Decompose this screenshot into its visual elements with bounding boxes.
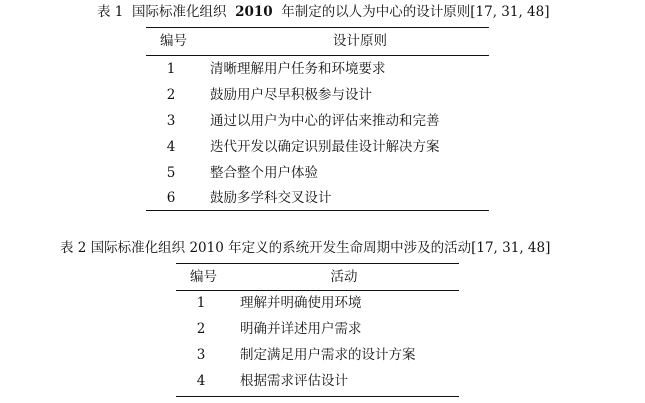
- table2-row-text: 制定满足用户需求的设计方案: [240, 347, 416, 363]
- table1-caption-prefix: 表 1: [97, 4, 124, 20]
- table2-header-rule: [176, 290, 459, 291]
- table2-row-text: 明确并详述用户需求: [240, 321, 362, 337]
- table1-caption-year: 2010: [235, 4, 273, 20]
- table2-caption: 表 2 国际标准化组织 2010 年定义的系统开发生命周期中涉及的活动[17, 31, 48]: [60, 240, 551, 256]
- table1-bottom-rule: [146, 210, 489, 211]
- table1-row-number: 3: [166, 113, 176, 129]
- table1-caption-post: 年制定的以人为中心的设计原则[17, 31, 48]: [281, 4, 550, 20]
- table1-header-principle: 设计原则: [333, 33, 387, 49]
- table1-top-rule: [146, 27, 489, 28]
- table1-caption-pre: 国际标准化组织: [131, 4, 227, 20]
- table1-header-number: 编号: [160, 33, 187, 49]
- table1-row-number: 5: [166, 165, 176, 181]
- table1-row-number: 6: [166, 190, 176, 206]
- table2-row-number: 2: [196, 321, 206, 337]
- table1-row-text: 通过以用户为中心的评估来推动和完善: [210, 113, 440, 129]
- table1-row-number: 1: [166, 61, 176, 77]
- table1-row-text: 鼓励多学科交叉设计: [210, 190, 332, 206]
- table2-header-activity: 活动: [330, 269, 358, 285]
- table1-caption: [97, 3, 549, 21]
- table1-row-number: 4: [166, 139, 176, 155]
- table1-row-text: 迭代开发以确定识别最佳设计解决方案: [210, 139, 440, 155]
- table2-header-number: 编号: [190, 269, 217, 285]
- table2-row-text: 理解并明确使用环境: [240, 295, 362, 311]
- table1-row-number: 2: [166, 87, 176, 103]
- table1-row-text: 清晰理解用户任务和环境要求: [210, 61, 386, 77]
- table2-bottom-rule: [176, 396, 459, 397]
- table1-header-rule: [146, 55, 489, 56]
- table2-row-number: 4: [196, 373, 206, 389]
- table1-row-text: 鼓励用户尽早积极参与设计: [210, 87, 372, 103]
- table2-row-text: 根据需求评估设计: [240, 373, 348, 389]
- table2-top-rule: [176, 263, 459, 264]
- table2-row-number: 3: [196, 347, 206, 363]
- table1-row-text: 整合整个用户体验: [210, 165, 318, 181]
- table2-row-number: 1: [196, 295, 206, 311]
